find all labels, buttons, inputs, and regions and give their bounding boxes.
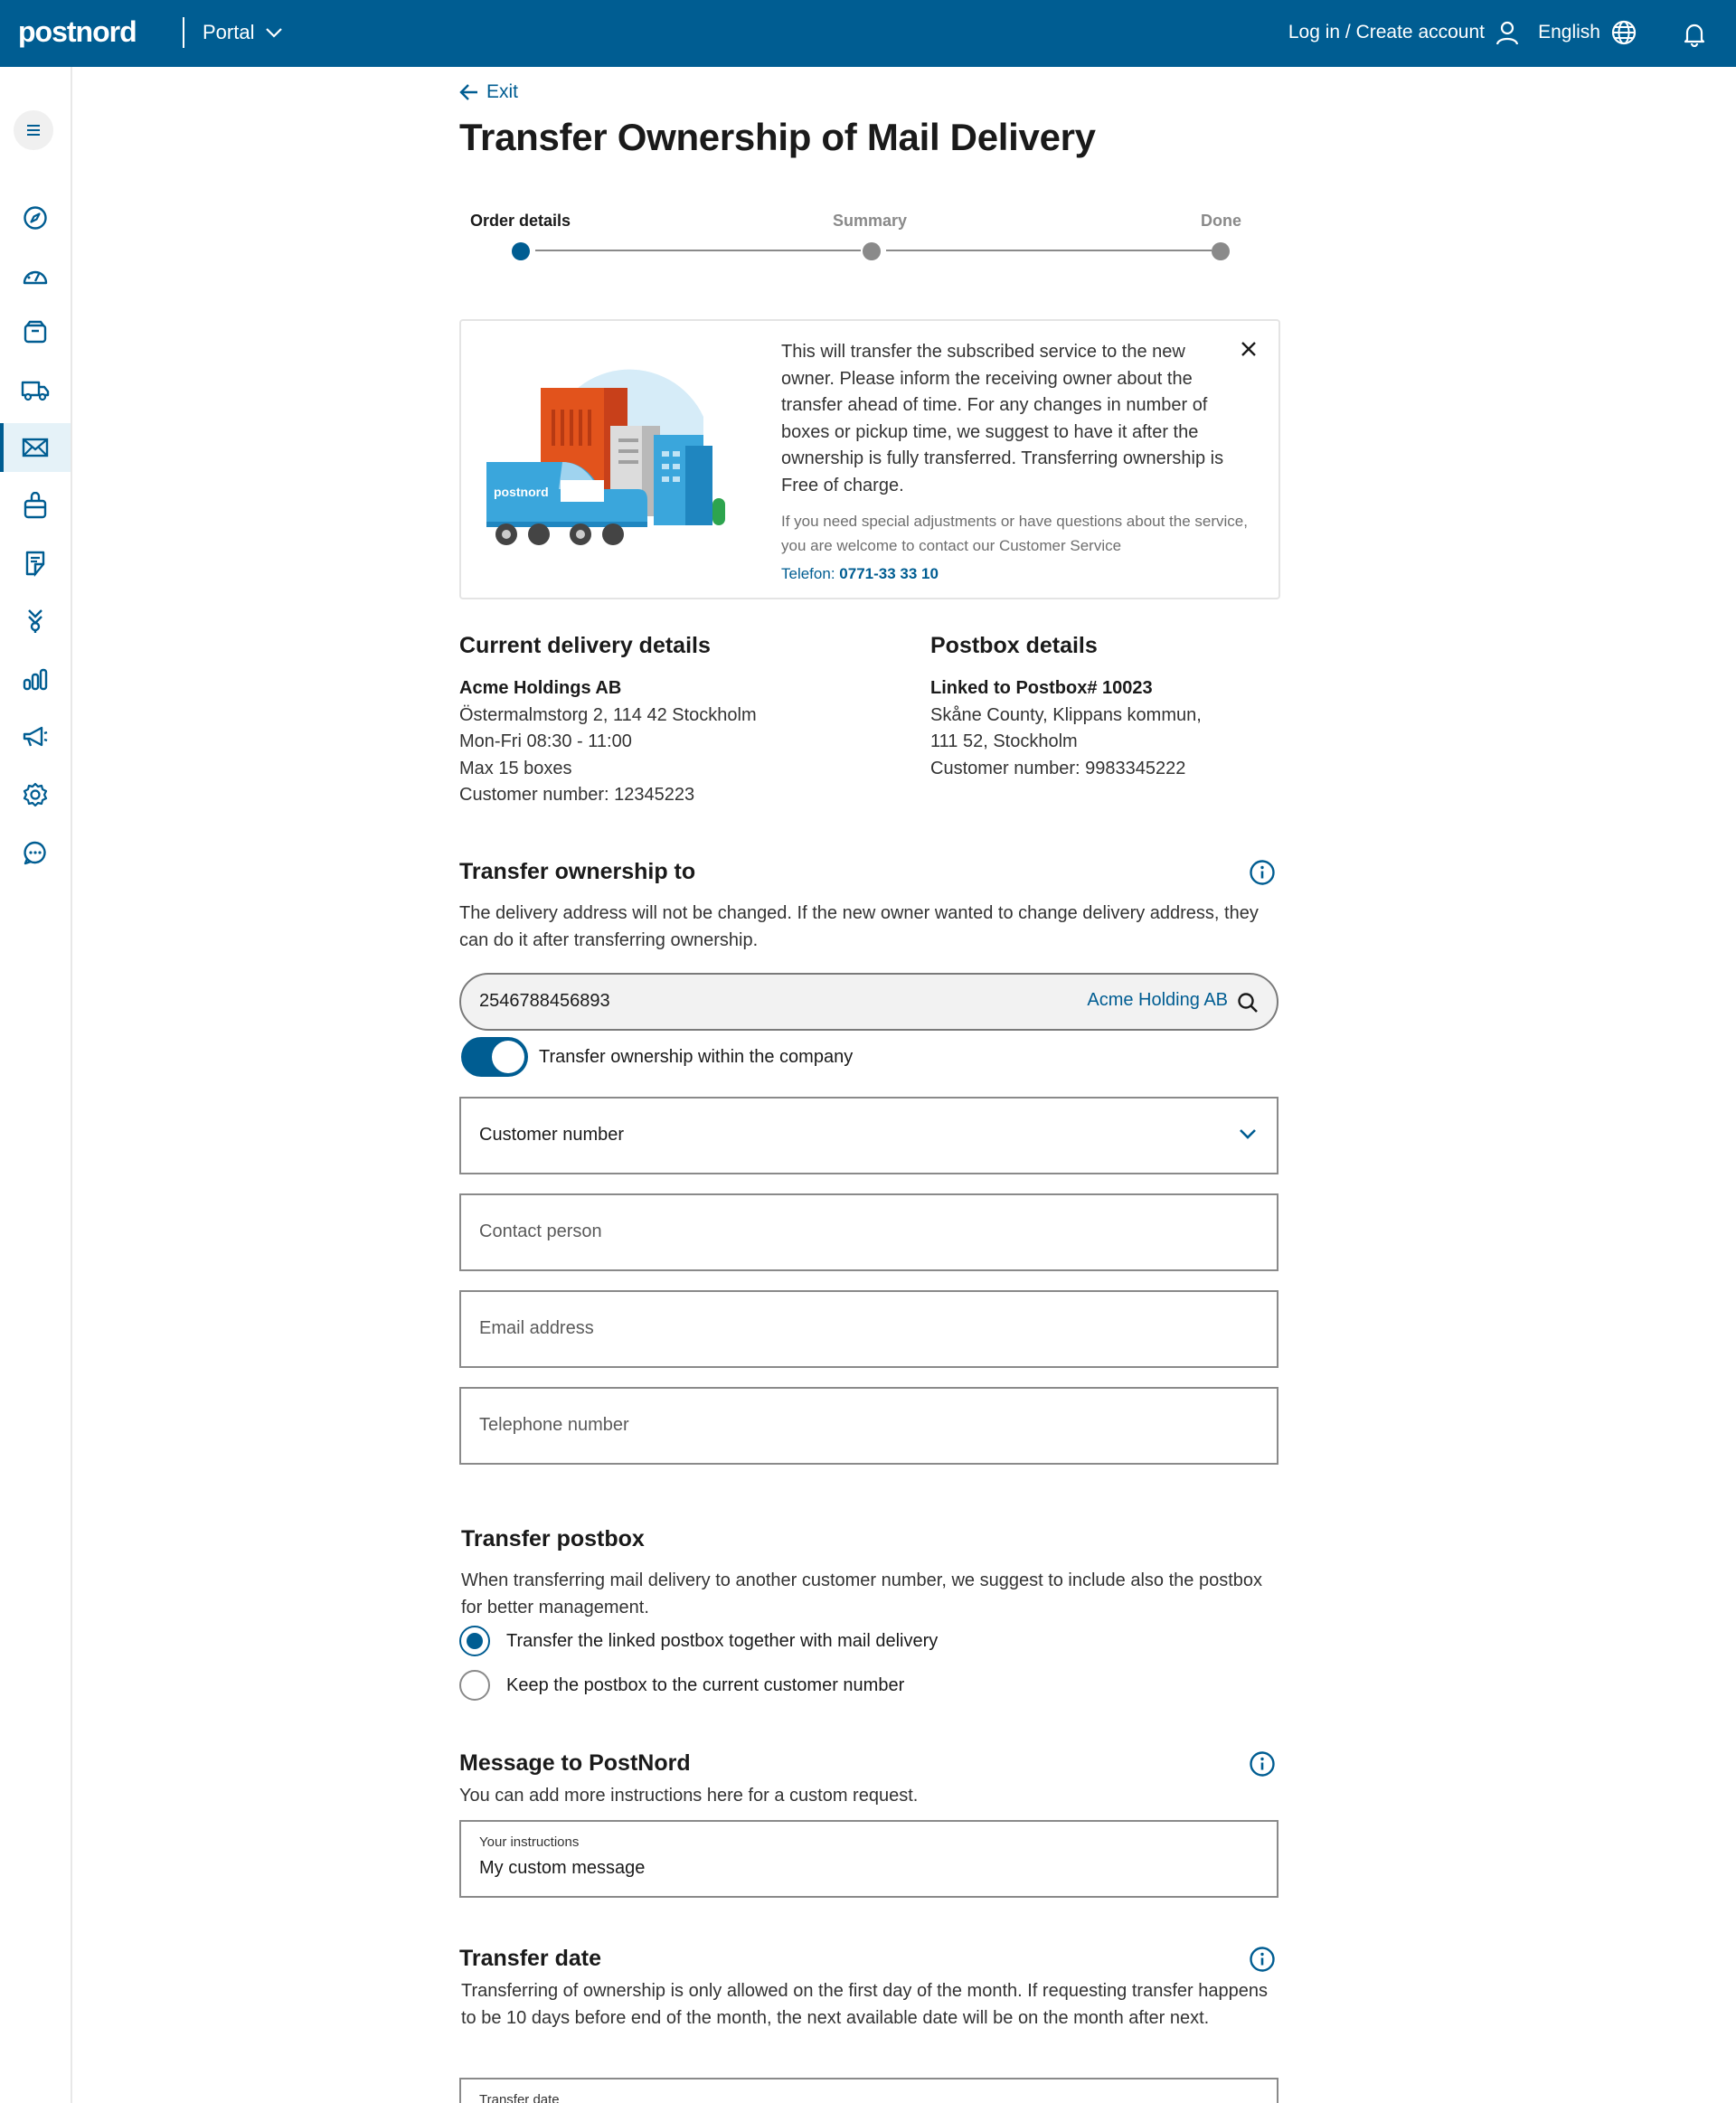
close-icon: [1241, 341, 1257, 357]
radio-label: Keep the postbox to the current customer number: [506, 1674, 905, 1695]
postbox-customer-number: Customer number: 9983345222: [930, 758, 1186, 778]
language-selector[interactable]: [1538, 20, 1637, 45]
hamburger-icon: [26, 125, 41, 136]
chart-icon: [22, 667, 49, 691]
chat-icon: [23, 840, 48, 865]
search-company-match: Acme Holding AB: [1087, 990, 1228, 1010]
step-summary-dot: [863, 242, 881, 260]
current-address: Östermalmstorg 2, 114 42 Stockholm: [459, 704, 757, 725]
chevron-down-icon: [265, 27, 283, 38]
postbox-linked: Linked to Postbox# 10023: [930, 678, 1153, 698]
step-order-details-dot: [512, 242, 530, 260]
truck-logo-text: postnord: [494, 485, 549, 499]
login-create-account-link[interactable]: [1288, 20, 1519, 45]
info-icon: [1249, 1946, 1276, 1973]
bell-icon: [1684, 22, 1705, 47]
arrow-left-icon: [459, 83, 479, 101]
current-boxes: Max 15 boxes: [459, 758, 572, 778]
transfer-date-info-button[interactable]: [1249, 1946, 1276, 1973]
postbox-details: [930, 675, 1274, 782]
notifications-button[interactable]: [1684, 22, 1705, 52]
step-order-details-label: Order details: [470, 212, 571, 230]
sidebar-item-postbox[interactable]: [0, 481, 71, 530]
login-label: Log in / Create account: [1288, 22, 1485, 42]
close-notice-button[interactable]: [1241, 341, 1257, 362]
transfer-date-heading: Transfer date: [459, 1946, 602, 1971]
transfer-date-field-label: Transfer date: [479, 2092, 560, 2103]
info-small-text: If you need special adjustments or have questions about the service, you are welcome to contact our Customer Service: [781, 513, 1248, 554]
progress-stepper: [459, 212, 1255, 266]
customer-number-select[interactable]: [459, 1097, 1278, 1174]
instructions-field-label: Your instructions: [479, 1834, 580, 1850]
postbox-address-line2: 111 52, Stockholm: [930, 731, 1078, 751]
radio-button[interactable]: [459, 1626, 490, 1656]
current-delivery-heading: Current delivery details: [459, 633, 711, 658]
message-description: You can add more instructions here for a custom request.: [459, 1786, 919, 1806]
sidebar-item-settings[interactable]: [0, 770, 71, 819]
package-icon: [23, 319, 48, 344]
current-customer-number: Customer number: 12345223: [459, 785, 695, 805]
radio-transfer-postbox-together[interactable]: [459, 1626, 938, 1656]
customer-service-phone-link[interactable]: [781, 565, 939, 583]
message-heading: Message to PostNord: [459, 1750, 691, 1776]
transfer-ownership-info-button[interactable]: [1249, 859, 1276, 886]
user-icon: [1495, 20, 1519, 45]
sidebar-item-pickup[interactable]: [0, 365, 71, 414]
menu-toggle-button[interactable]: [14, 110, 53, 150]
transfer-ownership-heading: Transfer ownership to: [459, 859, 696, 884]
transfer-date-field[interactable]: [459, 2078, 1278, 2103]
email-address-placeholder: Email address: [479, 1318, 594, 1338]
radio-button[interactable]: [459, 1670, 490, 1701]
transfer-date-description: Transferring of ownership is only allowed on the first day of the month. If requesting transfer happens to be 10 days before end of the month, the next available date will be on the month after next.: [461, 1981, 1268, 2028]
portal-label: Portal: [203, 21, 255, 43]
postbox-address-line1: Skåne County, Klippans kommun,: [930, 704, 1202, 725]
search-value: 2546788456893: [479, 991, 610, 1011]
sidebar-item-dashboard[interactable]: [0, 251, 71, 300]
invoice-icon: [23, 550, 48, 577]
search-icon[interactable]: [1237, 992, 1259, 1014]
mail-icon: [22, 437, 49, 458]
info-icon: [1249, 859, 1276, 886]
info-notice-card: [459, 319, 1280, 599]
page-title: Transfer Ownership of Mail Delivery: [459, 116, 1096, 158]
truck-icon: [21, 378, 50, 401]
portal-menu-button[interactable]: [203, 21, 283, 44]
step-connector: [535, 250, 861, 251]
sidebar-item-explore[interactable]: [0, 193, 71, 242]
contact-person-placeholder: Contact person: [479, 1221, 602, 1241]
info-text: This will transfer the subscribed service to the new owner. Please inform the receiving owner about the transfer ahead of time. For any changes in number of boxes or pickup time, we suggest to have it after the ownership is fully transferred. Transferring ownership is Free of charge.: [781, 342, 1224, 495]
logo-divider: [183, 17, 184, 48]
transfer-postbox-heading: Transfer postbox: [461, 1526, 645, 1551]
sidebar-item-tracking[interactable]: [0, 597, 71, 646]
transfer-within-company-toggle[interactable]: [461, 1037, 528, 1077]
postbox-details-heading: Postbox details: [930, 633, 1098, 658]
step-summary-label: Summary: [833, 212, 908, 230]
sidebar-item-statistics[interactable]: [0, 655, 71, 703]
side-navigation: [0, 67, 72, 2103]
postbox-icon: [23, 492, 48, 519]
instructions-field[interactable]: [459, 1820, 1278, 1898]
instructions-field-value: My custom message: [479, 1858, 646, 1878]
megaphone-icon: [22, 725, 49, 749]
current-company: Acme Holdings AB: [459, 678, 622, 698]
sidebar-item-invoices[interactable]: [0, 539, 71, 588]
email-address-field[interactable]: [459, 1290, 1278, 1368]
chevron-down-icon: [1239, 1127, 1257, 1140]
telephone-number-field[interactable]: [459, 1387, 1278, 1465]
transfer-within-company-label: Transfer ownership within the company: [539, 1047, 854, 1067]
info-icon: [1249, 1750, 1276, 1778]
dashboard-icon: [22, 265, 49, 287]
current-hours: Mon-Fri 08:30 - 11:00: [459, 731, 632, 751]
compass-icon: [23, 205, 48, 231]
exit-label: Exit: [486, 81, 519, 102]
language-label: English: [1538, 22, 1600, 42]
customer-search-input[interactable]: [459, 973, 1278, 1031]
phone-label: Telefon:: [781, 565, 835, 582]
sidebar-item-parcels[interactable]: [0, 307, 71, 356]
settings-icon: [23, 782, 48, 807]
current-delivery-details: [459, 675, 893, 809]
sidebar-item-marketing[interactable]: [0, 712, 71, 761]
top-bar: [0, 0, 1736, 67]
sidebar-item-messages[interactable]: [0, 828, 71, 877]
message-info-button[interactable]: [1249, 1750, 1276, 1778]
customer-number-select-value: Customer number: [479, 1125, 625, 1145]
pin-icon: [25, 608, 45, 635]
exit-link[interactable]: [459, 81, 518, 103]
globe-icon: [1611, 20, 1637, 45]
step-connector: [886, 250, 1212, 251]
sidebar-item-mail-delivery[interactable]: [0, 423, 71, 472]
transfer-postbox-description: When transferring mail delivery to another customer number, we suggest to include also the postbox for better management.: [461, 1570, 1263, 1617]
toggle-knob: [492, 1041, 524, 1073]
telephone-number-placeholder: Telephone number: [479, 1415, 629, 1435]
step-done-label: Done: [1201, 212, 1241, 230]
step-done-dot: [1212, 242, 1230, 260]
radio-label: Transfer the linked postbox together with mail delivery: [506, 1630, 939, 1651]
postnord-logo[interactable]: postnord: [18, 15, 137, 48]
transfer-ownership-description: The delivery address will not be changed. If the new owner wanted to change delivery address, they can do it after transferring ownership.: [459, 903, 1259, 950]
phone-number: 0771-33 33 10: [839, 565, 939, 582]
radio-keep-postbox[interactable]: [459, 1670, 904, 1701]
city-truck-illustration: [486, 344, 749, 561]
contact-person-field[interactable]: [459, 1193, 1278, 1271]
